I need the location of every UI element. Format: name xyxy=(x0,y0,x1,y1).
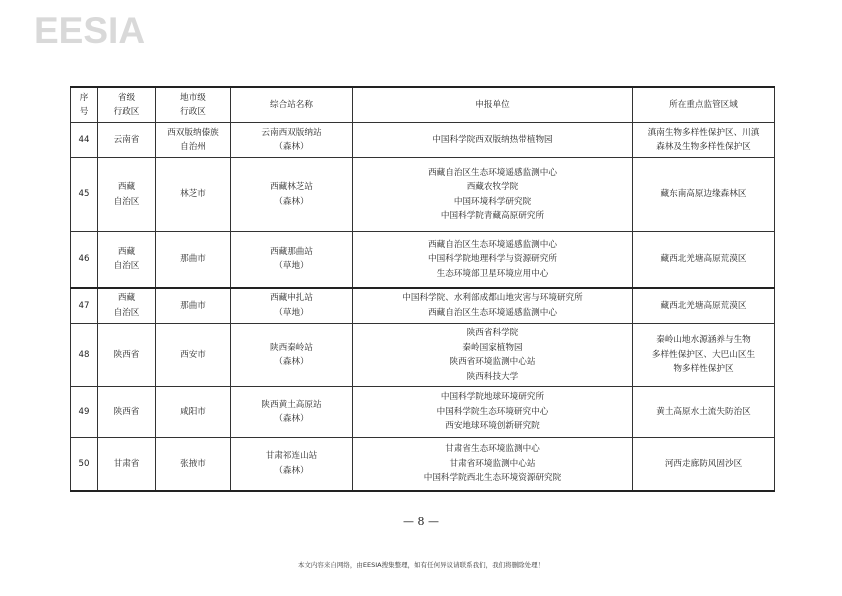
cell-province xyxy=(98,324,156,387)
table-row xyxy=(71,387,775,438)
cell-units xyxy=(353,387,633,438)
station-table xyxy=(70,86,775,492)
table-body xyxy=(71,123,775,491)
cell-city xyxy=(156,438,231,491)
cell-number: 44 xyxy=(71,123,98,158)
cell-text-line: 物多样性保护区 xyxy=(673,364,734,375)
cell-city xyxy=(156,288,231,324)
cell-text-line: 中国科学院地球环境研究所 xyxy=(440,392,545,403)
cell-text-line: 中国科学院、水利部成都山地灾害与环境研究所 xyxy=(402,293,583,304)
cell-region xyxy=(633,158,775,232)
cell-number: 48 xyxy=(71,324,98,387)
cell-text-line: 中国科学院生态环境研究中心 xyxy=(436,406,549,417)
cell-province xyxy=(98,438,156,491)
header-units xyxy=(353,87,633,123)
cell-text-line: 甘肃祁连山站 xyxy=(265,451,318,462)
cell-text-line: （草地） xyxy=(274,307,309,318)
table-row xyxy=(71,438,775,491)
cell-text-line: 西藏林芝站 xyxy=(270,182,313,192)
cell-units xyxy=(353,438,633,491)
cell-station xyxy=(231,438,353,491)
cell-text-line: 所在重点监管区域 xyxy=(669,99,738,110)
cell-text-line: （森林） xyxy=(274,357,309,367)
table-row xyxy=(71,123,775,158)
cell-province xyxy=(98,288,156,324)
cell-text-line: 生态环境部卫星环境应用中心 xyxy=(436,268,549,279)
cell-region xyxy=(633,387,775,438)
cell-text-line: 号 xyxy=(79,107,89,117)
cell-text-line: 西藏申扎站 xyxy=(270,293,313,304)
cell-text-line: 中国环境科学研究院 xyxy=(453,196,532,207)
cell-text-line: 西藏自治区生态环境遥感监测中心 xyxy=(428,239,557,250)
cell-text-line: 西藏农牧学院 xyxy=(466,182,519,192)
cell-text-line: 甘肃省 xyxy=(113,458,140,469)
cell-region xyxy=(633,232,775,288)
cell-text-line: （森林） xyxy=(274,196,309,207)
cell-number: 47 xyxy=(71,288,98,324)
header-number xyxy=(71,87,98,123)
cell-number: 49 xyxy=(71,387,98,438)
cell-text-line: 西藏 xyxy=(117,182,136,192)
cell-province xyxy=(98,232,156,288)
cell-text-line: 行政区 xyxy=(180,107,206,117)
cell-text-line: （森林） xyxy=(274,414,309,424)
cell-city xyxy=(156,324,231,387)
header-region xyxy=(633,87,775,123)
cell-region xyxy=(633,123,775,158)
cell-units xyxy=(353,232,633,288)
cell-text-line: 行政区 xyxy=(113,107,140,117)
cell-text-line: 森林及生物多样性保护区 xyxy=(656,142,751,152)
cell-station xyxy=(231,387,353,438)
cell-units xyxy=(353,158,633,232)
cell-text-line: 综合站名称 xyxy=(270,99,313,110)
cell-province xyxy=(98,387,156,438)
cell-text-line: 云南省 xyxy=(113,134,140,145)
cell-text-line: 自治区 xyxy=(113,307,140,318)
cell-text-line: 藏西北羌塘高原荒漠区 xyxy=(660,300,747,311)
cell-text-line: 甘肃省环境监测中心站 xyxy=(449,458,536,469)
cell-text-line: 藏东南高原边缘森林区 xyxy=(660,189,747,200)
cell-text-line: 张掖市 xyxy=(180,458,206,469)
header-province xyxy=(98,87,156,123)
cell-city xyxy=(156,158,231,232)
cell-text-line: 多样性保护区、大巴山区生 xyxy=(651,349,756,360)
cell-text-line: （森林） xyxy=(274,142,309,152)
table-row xyxy=(71,158,775,232)
page-number: — 8 — xyxy=(403,515,439,528)
cell-text-line: 序 xyxy=(79,92,89,103)
cell-text-line: 地市级 xyxy=(180,92,206,103)
cell-station xyxy=(231,232,353,288)
cell-text-line: 西安地球环境创新研究院 xyxy=(445,421,540,432)
cell-province xyxy=(98,158,156,232)
cell-text-line: 中国科学院青藏高原研究所 xyxy=(440,211,545,221)
cell-text-line: 自治区 xyxy=(113,261,140,272)
cell-text-line: 那曲市 xyxy=(180,254,206,264)
cell-text-line: 陕西科技大学 xyxy=(466,371,519,382)
cell-region xyxy=(633,324,775,387)
cell-text-line: 中国科学院地理科学与资源研究所 xyxy=(428,254,557,264)
cell-text-line: 省级 xyxy=(117,92,136,103)
cell-province xyxy=(98,123,156,158)
cell-units xyxy=(353,123,633,158)
cell-text-line: 黄土高原水土流失防治区 xyxy=(656,406,751,417)
cell-city xyxy=(156,387,231,438)
cell-text-line: （森林） xyxy=(274,465,309,476)
cell-text-line: 西藏自治区生态环境遥感监测中心 xyxy=(428,167,557,178)
header-station xyxy=(231,87,353,123)
cell-text-line: 云南西双版纳站 xyxy=(261,127,322,138)
cell-text-line: 陕西省科学院 xyxy=(466,328,519,338)
cell-text-line: 秦岭山地水源涵养与生物 xyxy=(656,335,751,346)
cell-station xyxy=(231,158,353,232)
cell-units xyxy=(353,288,633,324)
cell-text-line: 咸阳市 xyxy=(180,406,206,417)
cell-station xyxy=(231,288,353,324)
cell-text-line: 那曲市 xyxy=(180,300,206,311)
table-row xyxy=(71,232,775,288)
cell-text-line: 中国科学院西双版纳热带植物园 xyxy=(432,134,553,145)
cell-region xyxy=(633,288,775,324)
cell-text-line: 林芝市 xyxy=(180,189,206,200)
cell-city xyxy=(156,123,231,158)
table-row xyxy=(71,288,775,324)
cell-number: 45 xyxy=(71,158,98,232)
cell-region xyxy=(633,438,775,491)
cell-number: 50 xyxy=(71,438,98,491)
cell-text-line: （草地） xyxy=(274,261,309,272)
cell-text-line: 申报单位 xyxy=(475,99,510,110)
cell-station xyxy=(231,324,353,387)
cell-text-line: 西藏 xyxy=(117,293,136,304)
cell-text-line: 藏西北羌塘高原荒漠区 xyxy=(660,254,747,264)
cell-text-line: 自治区 xyxy=(113,196,140,207)
cell-number: 46 xyxy=(71,232,98,288)
cell-text-line: 陕西秦岭站 xyxy=(270,342,313,353)
cell-text-line: 陕西省 xyxy=(113,349,140,360)
header-city xyxy=(156,87,231,123)
cell-text-line: 西藏自治区生态环境遥感监测中心 xyxy=(428,307,557,318)
cell-text-line: 西藏那曲站 xyxy=(270,246,313,257)
eesia-logo: EESIA xyxy=(34,10,146,51)
cell-station xyxy=(231,123,353,158)
cell-text-line: 自治州 xyxy=(180,142,206,152)
cell-text-line: 中国科学院西北生态环境资源研究院 xyxy=(423,473,562,483)
cell-text-line: 河西走廊防风固沙区 xyxy=(664,458,743,469)
cell-text-line: 西双版纳傣族 xyxy=(167,127,219,138)
cell-text-line: 陕西黄土高原站 xyxy=(261,399,322,410)
table-header-row xyxy=(71,87,775,123)
footer-note: 本文内容来自网络，由EESIA搜集整理，如有任何异议请联系我们，我们将删除处理！ xyxy=(297,561,545,569)
cell-text-line: 陕西省 xyxy=(113,406,140,417)
cell-city xyxy=(156,232,231,288)
cell-units xyxy=(353,324,633,387)
cell-text-line: 滇南生物多样性保护区、川滇 xyxy=(647,127,760,138)
cell-text-line: 秦岭国家植物园 xyxy=(462,342,523,353)
table-row xyxy=(71,324,775,387)
cell-text-line: 甘肃省生态环境监测中心 xyxy=(445,444,540,454)
cell-text-line: 西藏 xyxy=(117,246,136,257)
cell-text-line: 西安市 xyxy=(180,349,206,360)
cell-text-line: 陕西省环境监测中心站 xyxy=(449,357,536,367)
